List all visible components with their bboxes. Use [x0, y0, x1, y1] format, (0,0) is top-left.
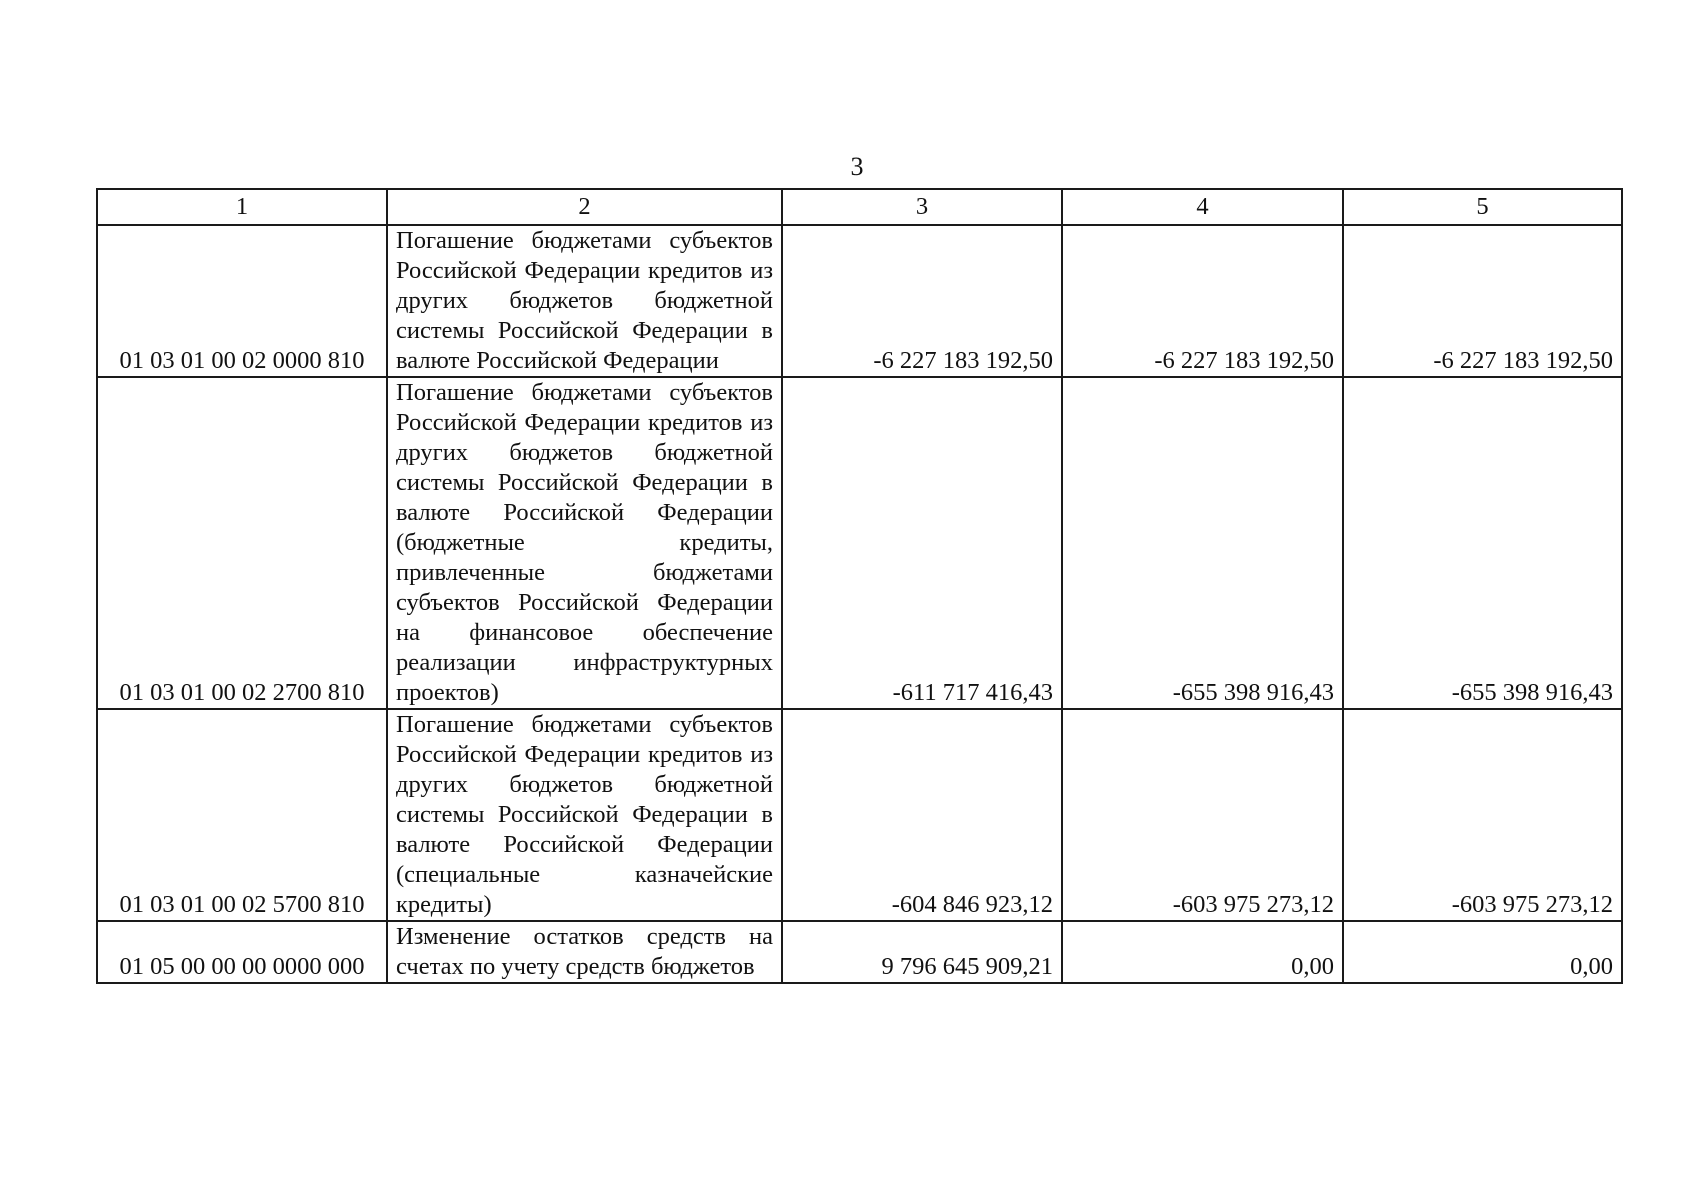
- amount-col4-cell: -655 398 916,43: [1062, 377, 1343, 709]
- column-header-2: 2: [387, 189, 782, 225]
- amount-col4-cell: -6 227 183 192,50: [1062, 225, 1343, 377]
- table-row: [97, 921, 1622, 983]
- amount-col5-cell: -603 975 273,12: [1343, 709, 1622, 921]
- amount-col5-cell: -655 398 916,43: [1343, 377, 1622, 709]
- amount-col3-cell: -6 227 183 192,50: [782, 225, 1062, 377]
- budget-sources-table: [96, 188, 1623, 984]
- amount-col3-cell: -604 846 923,12: [782, 709, 1062, 921]
- description-cell: Погашение бюджетами субъектов Российской Федерации кредитов из других бюджетов бюджетной системы Российской Федерации в валюте Российской Федерации (бюджетные кредиты, привлеченные бюджетами субъектов Российской Федерации на финансовое обеспечение реализации инфраструктурных проектов): [387, 377, 782, 709]
- column-header-4: 4: [1062, 189, 1343, 225]
- amount-col3-cell: 9 796 645 909,21: [782, 921, 1062, 983]
- budget-code-cell: 01 03 01 00 02 5700 810: [97, 709, 387, 921]
- amount-col4-cell: 0,00: [1062, 921, 1343, 983]
- page-number: 3: [850, 152, 864, 181]
- header-row: [97, 189, 1622, 225]
- budget-code-cell: 01 03 01 00 02 2700 810: [97, 377, 387, 709]
- column-header-3: 3: [782, 189, 1062, 225]
- description-cell: Изменение остатков средств на счетах по учету средств бюджетов: [387, 921, 782, 983]
- table-row: [97, 709, 1622, 921]
- budget-code-cell: 01 05 00 00 00 0000 000: [97, 921, 387, 983]
- description-cell: Погашение бюджетами субъектов Российской Федерации кредитов из других бюджетов бюджетной системы Российской Федерации в валюте Российской Федерации (специальные казначейские кредиты): [387, 709, 782, 921]
- amount-col4-cell: -603 975 273,12: [1062, 709, 1343, 921]
- description-cell: Погашение бюджетами субъектов Российской Федерации кредитов из других бюджетов бюджетной системы Российской Федерации в валюте Российской Федерации: [387, 225, 782, 377]
- table-row: [97, 377, 1622, 709]
- budget-code-cell: 01 03 01 00 02 0000 810: [97, 225, 387, 377]
- column-header-1: 1: [97, 189, 387, 225]
- amount-col5-cell: -6 227 183 192,50: [1343, 225, 1622, 377]
- column-header-5: 5: [1343, 189, 1622, 225]
- amount-col3-cell: -611 717 416,43: [782, 377, 1062, 709]
- amount-col5-cell: 0,00: [1343, 921, 1622, 983]
- table-row: [97, 225, 1622, 377]
